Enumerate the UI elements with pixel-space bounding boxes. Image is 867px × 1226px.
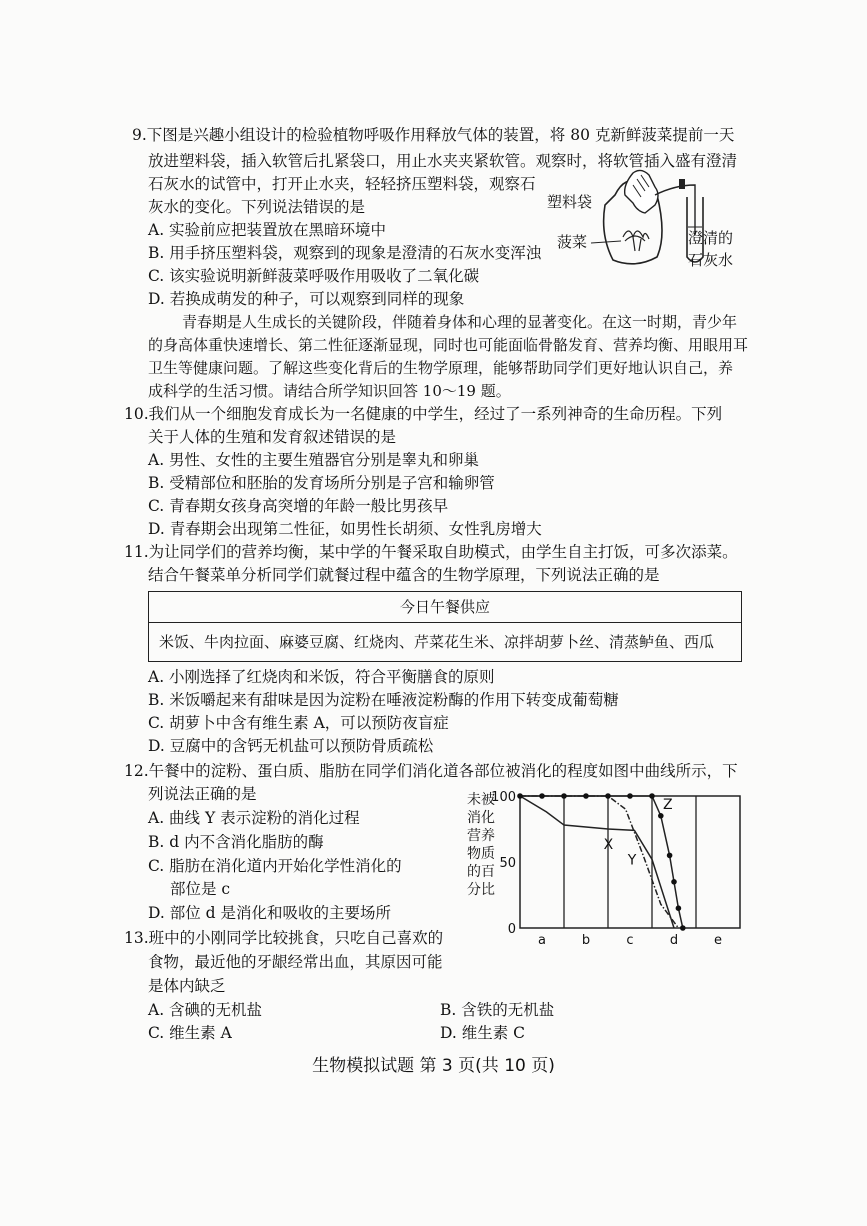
q9-line3: 石灰水的试管中，打开止水夹，轻轻挤压塑料袋，观察石	[148, 175, 536, 193]
q13-option-a[interactable]: A. 含碘的无机盐	[148, 1001, 263, 1019]
series-Z-marker	[517, 793, 523, 799]
spinach-icon	[623, 231, 649, 251]
y-label-line: 营养	[467, 828, 495, 844]
label-lime-water-2: 石灰水	[688, 251, 734, 269]
q9-line2: 放进塑料袋，插入软管后扎紧袋口，用止水夹夹紧软管。观察时，将软管插入盛有澄清	[148, 152, 738, 170]
q13-option-c[interactable]: C. 维生素 A	[148, 1024, 232, 1042]
lunch-menu-items: 米饭、牛肉拉面、麻婆豆腐、红烧肉、芹菜花生米、凉拌胡萝卜丝、清蒸鲈鱼、西瓜	[159, 633, 715, 651]
q10-option-d[interactable]: D. 青春期会出现第二性征，如男性长胡须、女性乳房增大	[148, 520, 542, 538]
lunch-menu-header: 今日午餐供应	[149, 592, 741, 623]
series-Z-marker	[658, 813, 664, 819]
q10-line1: 10.我们从一个细胞发育成长为一名健康的中学生，经过了一系列神奇的生命历程。下列	[124, 405, 723, 423]
intro-line3: 卫生等健康问题。了解这些变化背后的生物学原理，能够帮助同学们更好地认识自己，养	[148, 359, 734, 377]
series-X-line	[520, 796, 674, 928]
label-lime-water-1: 澄清的	[688, 229, 734, 247]
label-plastic-bag: 塑料袋	[547, 193, 593, 211]
q12-line2: 列说法正确的是	[148, 785, 257, 803]
y-tick-label: 100	[491, 790, 516, 805]
q9-option-a[interactable]: A. 实验前应把装置放在黑暗环境中	[148, 221, 387, 239]
apparatus-figure	[545, 165, 745, 275]
x-tick-label: b	[581, 933, 591, 946]
intro-line4: 成科学的生活习惯。请结合所学知识回答 10～19 题。	[148, 382, 511, 400]
q9-option-b[interactable]: B. 用手挤压塑料袋，观察到的现象是澄清的石灰水变浑浊	[148, 244, 542, 262]
series-Z-marker	[627, 793, 633, 799]
intro-line1: 青春期是人生成长的关键阶段，伴随着身体和心理的显著变化。在这一时期，青少年	[182, 313, 738, 331]
q11-option-a[interactable]: A. 小刚选择了红烧肉和米饭，符合平衡膳食的原则	[148, 668, 495, 686]
q11-option-d[interactable]: D. 豆腐中的含钙无机盐可以预防骨质疏松	[148, 737, 434, 755]
q10-option-b[interactable]: B. 受精部位和胚胎的发育场所分别是子宫和输卵管	[148, 474, 495, 492]
series-label-Y: Y	[627, 852, 637, 869]
q13-line1: 13.班中的小刚同学比较挑食，只吃自己喜欢的	[124, 929, 444, 947]
y-label-line: 未被	[467, 792, 495, 808]
y-label-line: 的百	[467, 864, 495, 880]
y-tick-label: 0	[507, 922, 516, 937]
q12-line1: 12.午餐中的淀粉、蛋白质、脂肪在同学们消化道各部位被消化的程度如图中曲线所示，下	[124, 762, 738, 780]
x-axis-ticks	[538, 933, 722, 946]
series-Z-marker	[605, 793, 611, 799]
y-label-line: 消化	[467, 810, 495, 826]
hand-icon	[625, 170, 658, 213]
series-Z-marker	[649, 793, 655, 799]
q10-option-c[interactable]: C. 青春期女孩身高突增的年龄一般比男孩早	[148, 497, 449, 515]
q13-option-d[interactable]: D. 维生素 C	[440, 1024, 526, 1042]
q9-line1: 9.下图是兴趣小组设计的检验植物呼吸作用释放气体的装置，将 80 克新鲜菠菜提前一天	[132, 126, 735, 144]
y-axis-label	[467, 791, 495, 898]
label-spinach: 菠菜	[557, 233, 588, 251]
x-tick-label: a	[538, 933, 546, 946]
x-tick-label: c	[626, 933, 634, 946]
series-Z-marker	[539, 793, 545, 799]
q10-line2: 关于人体的生殖和发育叙述错误的是	[148, 428, 397, 446]
q11-option-b[interactable]: B. 米饭嚼起来有甜味是因为淀粉在唾液淀粉酶的作用下转变成葡萄糖	[148, 691, 619, 709]
q11-line2: 结合午餐菜单分析同学们就餐过程中蕴含的生物学原理，下列说法正确的是	[148, 566, 660, 584]
q13-line3: 是体内缺乏	[148, 977, 226, 995]
q9-line4: 灰水的变化。下列说法错误的是	[148, 198, 366, 216]
y-label-line: 分比	[467, 882, 495, 898]
clamp-icon	[679, 179, 685, 189]
series-Z-marker	[561, 793, 567, 799]
series-label-Z: Z	[663, 797, 673, 814]
q10-option-a[interactable]: A. 男性、女性的主要生殖器官分别是睾丸和卵巢	[148, 451, 480, 469]
x-tick-label: d	[669, 933, 679, 946]
q11-option-c[interactable]: C. 胡萝卜中含有维生素 A，可以预防夜盲症	[148, 714, 449, 732]
y-label-line: 物质	[467, 846, 495, 862]
series-Z-marker	[680, 925, 686, 931]
q13-option-b[interactable]: B. 含铁的无机盐	[440, 1001, 555, 1019]
q13-line2: 食物，最近他的牙龈经常出血，其原因可能	[148, 953, 443, 971]
q12-option-c[interactable]: C. 脂肪在消化道内开始化学性消化的	[148, 857, 402, 875]
lunch-menu-table	[148, 591, 742, 662]
series-Z-marker	[583, 793, 589, 799]
q11-line1: 11.为让同学们的营养均衡，某中学的午餐采取自助模式，由学生自主打饭，可多次添菜。	[124, 543, 738, 561]
q12-option-b[interactable]: B. d 内不含消化脂肪的酶	[148, 833, 324, 851]
digestion-chart	[455, 786, 755, 946]
series-label-X: X	[603, 836, 614, 853]
intro-line2: 的身高体重快速增长、第二性征逐渐显现，同时也可能面临骨骼发育、营养均衡、用眼用耳	[148, 336, 749, 354]
series-Z-marker	[676, 905, 682, 911]
q12-option-a[interactable]: A. 曲线 Y 表示淀粉的消化过程	[148, 809, 360, 827]
chart-series	[517, 793, 685, 931]
x-tick-label: e	[714, 933, 722, 946]
series-Z-marker	[667, 853, 673, 859]
q12-option-d[interactable]: D. 部位 d 是消化和吸收的主要场所	[148, 904, 392, 922]
q9-option-c[interactable]: C. 该实验说明新鲜菠菜呼吸作用吸收了二氧化碳	[148, 267, 480, 285]
page-footer: 生物模拟试题 第 3 页(共 10 页)	[312, 1056, 555, 1076]
series-Y-line	[520, 796, 678, 928]
series-Z-marker	[671, 879, 677, 885]
q9-option-d[interactable]: D. 若换成萌发的种子，可以观察到同样的现象	[148, 290, 465, 308]
y-tick-label: 50	[499, 856, 516, 871]
q12-option-c-cont: 部位是 c	[170, 880, 231, 898]
